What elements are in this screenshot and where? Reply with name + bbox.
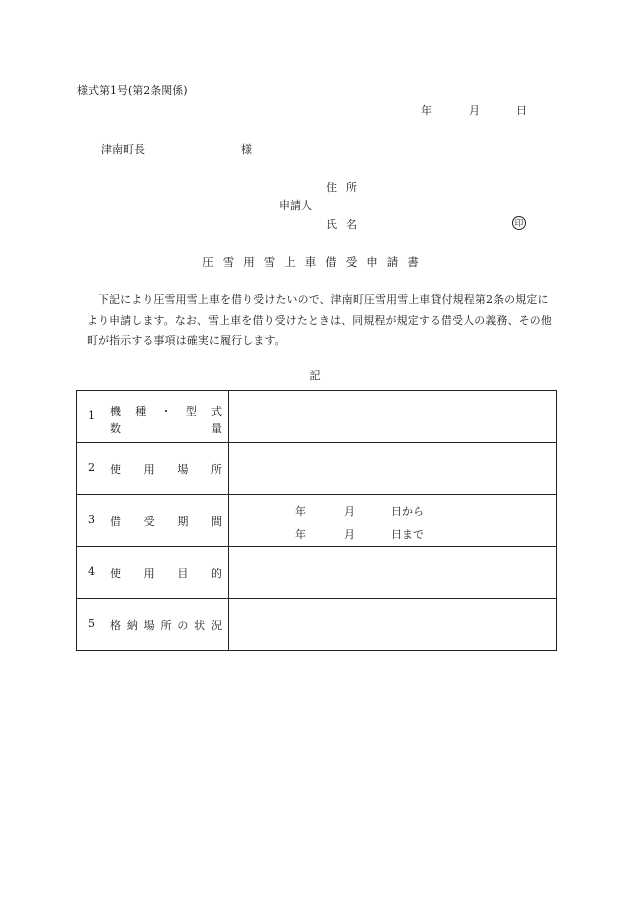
document-title: 圧雪用雪上車借受申請書 [202, 255, 428, 269]
table-row [77, 391, 557, 443]
storage-condition-label: 格 納 場 所 の 状 況 [110, 619, 222, 632]
item-label-cell [77, 391, 229, 443]
item-number: 3 [88, 513, 95, 526]
date-year-label: 年 [421, 104, 432, 117]
honorific: 様 [241, 143, 252, 156]
date-month-label: 月 [469, 104, 480, 117]
item-number: 2 [88, 461, 95, 474]
borrowing-period-field[interactable] [229, 495, 557, 547]
model-label: 機 種 ・ 型 式 [110, 405, 222, 418]
period-from-year: 年 [295, 505, 306, 518]
period-from-month: 月 [344, 505, 355, 518]
period-to-year: 年 [295, 528, 306, 541]
table-row [77, 443, 557, 495]
item-label-cell [77, 443, 229, 495]
applicant-label: 申請人 [279, 199, 312, 212]
usage-purpose-field[interactable] [229, 547, 557, 599]
body-text: 下記により圧雪用雪上車を借り受けたいので、津南町圧雪用雪上車貸付規程第2条の規定により申請します。なお、雪上車を借り受けたときは、同規程が規定する借受人の義務、その他町が指示する事項は確実に履行します。 [87, 293, 552, 347]
item-label-cell [77, 547, 229, 599]
address-label: 住所 [326, 181, 366, 194]
application-table [76, 390, 557, 651]
table-row [77, 547, 557, 599]
date-day-label: 日 [516, 104, 527, 117]
quantity-label: 数 量 [110, 422, 222, 435]
item-label-cell [77, 599, 229, 651]
addressee: 津南町長 [101, 143, 145, 156]
usage-location-field[interactable] [229, 443, 557, 495]
usage-purpose-label: 使 用 目 的 [110, 567, 222, 580]
item-label-cell [77, 495, 229, 547]
table-row [77, 599, 557, 651]
borrowing-period-label: 借 受 期 間 [110, 515, 222, 528]
seal-mark: 印 [512, 216, 526, 230]
item-number: 4 [88, 565, 95, 578]
model-quantity-field[interactable] [229, 391, 557, 443]
ki-heading: 記 [309, 369, 321, 382]
usage-location-label: 使 用 場 所 [110, 463, 222, 476]
table-row [77, 495, 557, 547]
item-number: 5 [88, 617, 95, 630]
name-label: 氏名 [326, 218, 366, 231]
period-from-day: 日から [391, 505, 424, 518]
form-number: 様式第1号(第2条関係) [77, 84, 188, 97]
period-to-month: 月 [344, 528, 355, 541]
period-to-day: 日まで [391, 528, 424, 541]
storage-condition-field[interactable] [229, 599, 557, 651]
item-number: 1 [88, 409, 95, 422]
